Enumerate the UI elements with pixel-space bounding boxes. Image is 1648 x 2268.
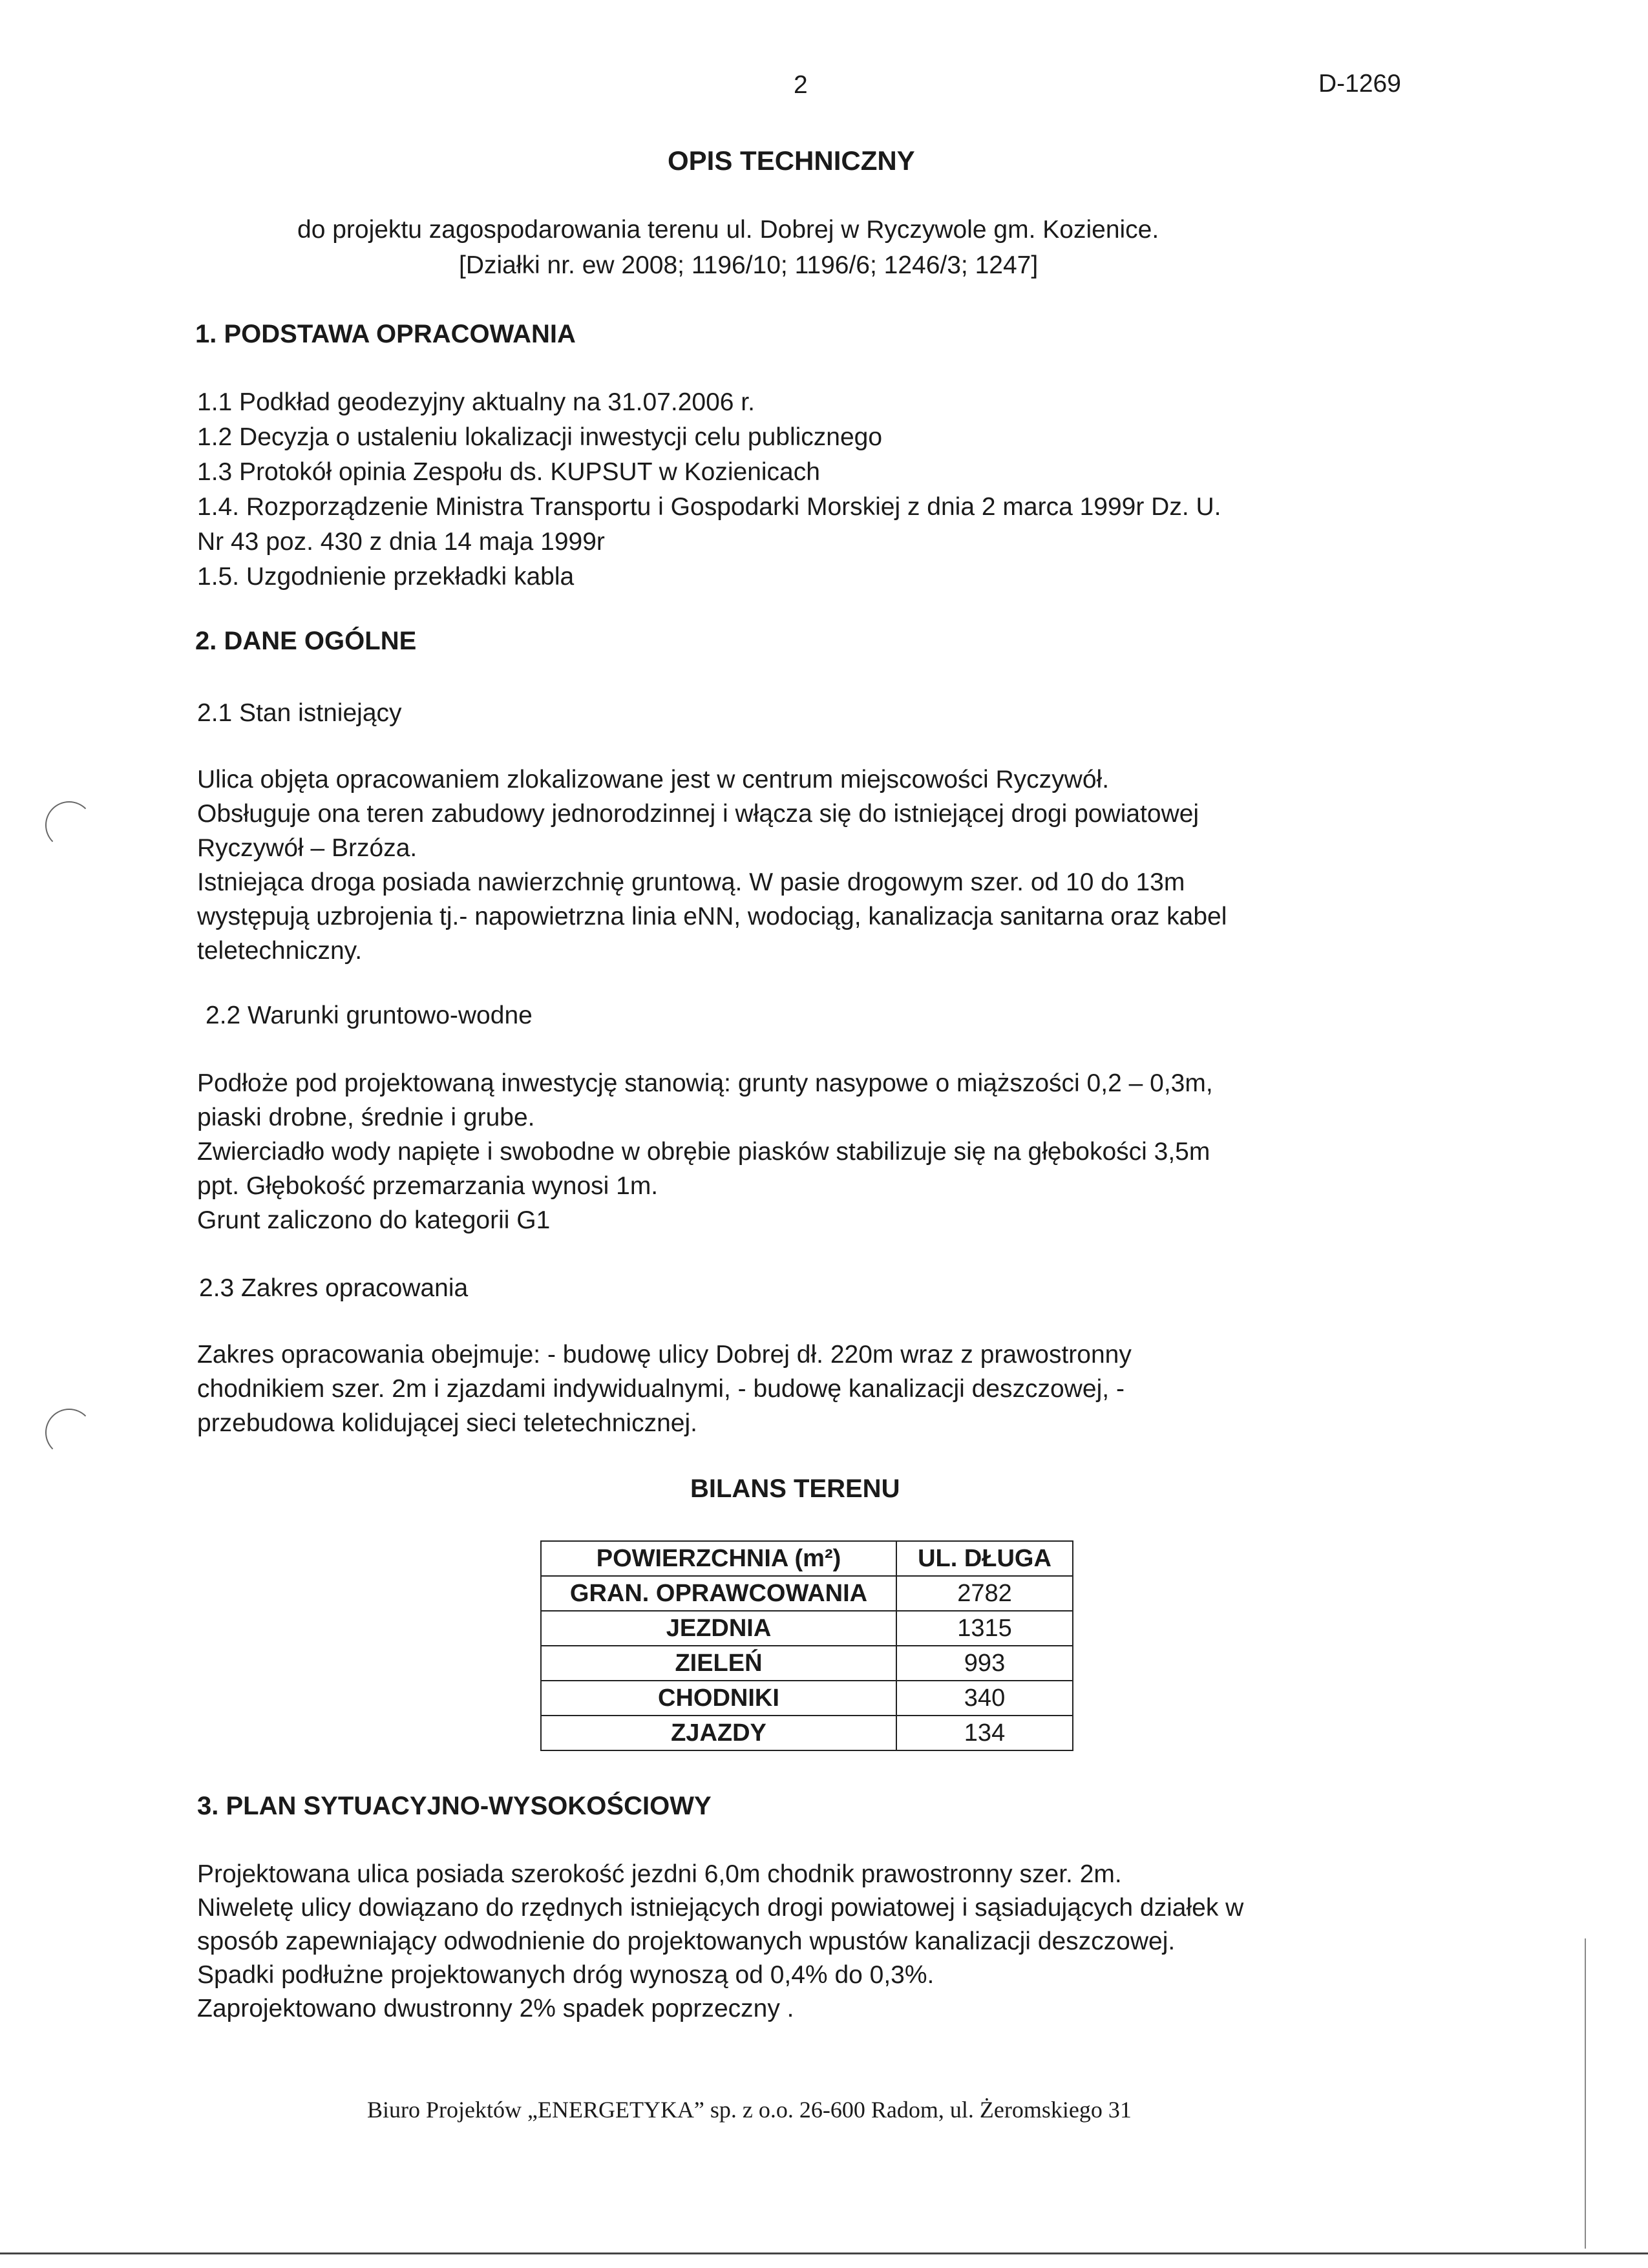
- page-number: 2: [794, 71, 808, 99]
- list-item: 1.4. Rozporządzenie Ministra Transportu i Gospodarki Morskiej z dnia 2 marca 1999r Dz. U.: [197, 493, 1221, 521]
- table-cell: ZJAZDY: [541, 1716, 896, 1750]
- table-cell: CHODNIKI: [541, 1681, 896, 1716]
- paragraph-line: Ulica objęta opracowaniem zlokalizowane jest w centrum miejscowości Ryczywół.: [197, 766, 1110, 793]
- paragraph-line: Ryczywół – Brzóza.: [197, 834, 417, 862]
- section-2-3-text: [197, 1338, 1132, 1440]
- table-cell: ZIELEŃ: [541, 1646, 896, 1681]
- section-2-1-text: [197, 762, 1227, 968]
- paragraph-line: występują uzbrojenia tj.- napowietrzna linia eNN, wodociąg, kanalizacja sanitarna oraz kabel: [197, 903, 1227, 930]
- section-2-heading: 2. DANE OGÓLNE: [195, 627, 417, 655]
- paragraph-line: piaski drobne, średnie i grube.: [197, 1104, 535, 1131]
- table-header-cell: UL. DŁUGA: [896, 1541, 1073, 1576]
- paragraph-line: przebudowa kolidującej sieci teletechnicznej.: [197, 1409, 697, 1437]
- paragraph-line: Zaprojektowano dwustronny 2% spadek poprzeczny .: [197, 1995, 794, 2022]
- paragraph-line: Projektowana ulica posiada szerokość jezdni 6,0m chodnik prawostronny szer. 2m.: [197, 1860, 1122, 1888]
- table-header-cell: POWIERZCHNIA (m²): [541, 1541, 896, 1576]
- paragraph-line: chodnikiem szer. 2m i zjazdami indywidualnymi, - budowę kanalizacji deszczowej, -: [197, 1375, 1125, 1403]
- table-row: [541, 1576, 1073, 1611]
- section-3-heading: 3. PLAN SYTUACYJNO-WYSOKOŚCIOWY: [197, 1792, 712, 1820]
- paragraph-line: Obsługuje ona teren zabudowy jednorodzinnej i włącza się do istniejącej drogi powiatowej: [197, 800, 1199, 828]
- section-2-2-text: [197, 1066, 1213, 1237]
- scan-edge-line: [1585, 1938, 1586, 2249]
- table-row: [541, 1611, 1073, 1646]
- section-2-3-heading: 2.3 Zakres opracowania: [199, 1274, 469, 1302]
- paragraph-line: sposób zapewniający odwodnienie do projektowanych wpustów kanalizacji deszczowej.: [197, 1927, 1176, 1955]
- table-cell: 1315: [896, 1611, 1073, 1646]
- subtitle-line-2: [Działki nr. ew 2008; 1196/10; 1196/6; 1246/3; 1247]: [459, 251, 1039, 279]
- scan-edge-line: [0, 2252, 1648, 2254]
- table-row: [541, 1716, 1073, 1750]
- list-item: 1.1 Podkład geodezyjny aktualny na 31.07.2006 r.: [197, 388, 755, 416]
- table-cell: 2782: [896, 1576, 1073, 1611]
- table-row: [541, 1646, 1073, 1681]
- section-1-heading: 1. PODSTAWA OPRACOWANIA: [195, 320, 576, 348]
- section-2-2-heading: 2.2 Warunki gruntowo-wodne: [206, 1002, 533, 1029]
- list-item: 1.3 Protokół opinia Zespołu ds. KUPSUT w Kozienicach: [197, 458, 820, 486]
- subtitle-line-1: do projektu zagospodarowania terenu ul. Dobrej w Ryczywole gm. Kozienice.: [297, 216, 1159, 244]
- document-code: D-1269: [1318, 70, 1401, 98]
- paragraph-line: Zakres opracowania obejmuje: - budowę ulicy Dobrej dł. 220m wraz z prawostronny: [197, 1341, 1132, 1369]
- punch-hole-mark: [45, 1409, 93, 1456]
- list-item: Nr 43 poz. 430 z dnia 14 maja 1999r: [197, 528, 605, 556]
- table-cell: JEZDNIA: [541, 1611, 896, 1646]
- table-header-row: [541, 1541, 1073, 1576]
- paragraph-line: Podłoże pod projektowaną inwestycję stanowią: grunty nasypowe o miąższości 0,2 – 0,3m,: [197, 1069, 1213, 1097]
- document-title: OPIS TECHNICZNY: [668, 145, 915, 176]
- paragraph-line: ppt. Głębokość przemarzania wynosi 1m.: [197, 1172, 659, 1200]
- punch-hole-mark: [45, 801, 93, 849]
- table-cell: 340: [896, 1681, 1073, 1716]
- section-3-text: [197, 1858, 1243, 2026]
- table-row: [541, 1681, 1073, 1716]
- paragraph-line: Niweletę ulicy dowiązano do rzędnych istniejących drogi powiatowej i sąsiadujących działek w: [197, 1894, 1244, 1922]
- table-cell: GRAN. OPRAWCOWANIA: [541, 1576, 896, 1611]
- paragraph-line: teletechniczny.: [197, 937, 363, 965]
- paragraph-line: Zwierciadło wody napięte i swobodne w obrębie piasków stabilizuje się na głębokości 3,5m: [197, 1138, 1210, 1166]
- paragraph-line: Istniejąca droga posiada nawierzchnię gruntową. W pasie drogowym szer. od 10 do 13m: [197, 868, 1185, 896]
- section-1-list: [197, 385, 1221, 594]
- bilans-title: BILANS TERENU: [690, 1475, 900, 1503]
- section-2-1-heading: 2.1 Stan istniejący: [197, 699, 402, 727]
- footer-company: Biuro Projektów „ENERGETYKA” sp. z o.o. 26-600 Radom, ul. Żeromskiego 31: [367, 2097, 1132, 2123]
- table-cell: 134: [896, 1716, 1073, 1750]
- list-item: 1.2 Decyzja o ustaleniu lokalizacji inwestycji celu publicznego: [197, 423, 883, 451]
- paragraph-line: Grunt zaliczono do kategorii G1: [197, 1206, 551, 1234]
- paragraph-line: Spadki podłużne projektowanych dróg wynoszą od 0,4% do 0,3%.: [197, 1961, 935, 1989]
- table-cell: 993: [896, 1646, 1073, 1681]
- bilans-table: [540, 1540, 1073, 1751]
- list-item: 1.5. Uzgodnienie przekładki kabla: [197, 563, 575, 591]
